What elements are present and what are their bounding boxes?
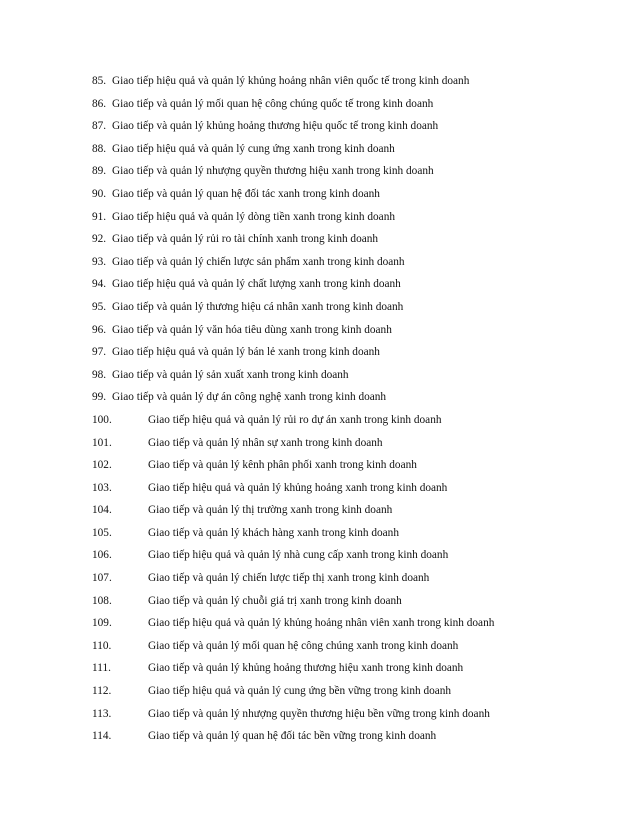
item-number: 107. <box>92 572 112 585</box>
list-item <box>92 73 612 96</box>
item-number: 92. <box>92 233 107 246</box>
list-item <box>92 728 612 751</box>
list-item <box>92 638 612 661</box>
list-item <box>92 186 612 209</box>
item-text: Giao tiếp và quản lý khủng hoảng thương hiệu quốc tế trong kinh doanh <box>112 120 439 133</box>
item-text: Giao tiếp và quản lý kênh phân phối xanh trong kinh doanh <box>148 459 417 472</box>
list-item <box>92 344 612 367</box>
list-item <box>92 660 612 683</box>
item-number: 96. <box>92 323 107 336</box>
item-text: Giao tiếp hiệu quả và quản lý bán lẻ xanh trong kinh doanh <box>112 346 380 359</box>
list-item <box>92 389 612 412</box>
list-item <box>92 457 612 480</box>
item-number: 90. <box>92 187 107 200</box>
item-number: 109. <box>92 617 112 630</box>
item-number: 89. <box>92 165 107 178</box>
item-text: Giao tiếp và quản lý rủi ro tài chính xanh trong kinh doanh <box>112 233 379 246</box>
list-item <box>92 570 612 593</box>
item-text: Giao tiếp và quản lý nhượng quyền thương hiệu bền vững trong kinh doanh <box>148 707 490 720</box>
item-text: Giao tiếp hiệu quả và quản lý chất lượng xanh trong kinh doanh <box>112 278 401 291</box>
item-text: Giao tiếp và quản lý chuỗi giá trị xanh trong kinh doanh <box>148 594 402 607</box>
list-item <box>92 615 612 638</box>
topic-list <box>92 73 612 751</box>
item-number: 101. <box>92 436 112 449</box>
list-item <box>92 276 612 299</box>
item-text: Giao tiếp và quản lý nhân sự xanh trong kinh doanh <box>148 436 383 449</box>
list-item <box>92 163 612 186</box>
item-text: Giao tiếp và quản lý nhượng quyền thương hiệu xanh trong kinh doanh <box>112 165 434 178</box>
item-text: Giao tiếp hiệu quả và quản lý dòng tiền xanh trong kinh doanh <box>112 210 395 223</box>
item-number: 102. <box>92 459 112 472</box>
list-item <box>92 322 612 345</box>
item-number: 114. <box>92 730 112 743</box>
list-item <box>92 299 612 322</box>
list-item <box>92 96 612 119</box>
list-item <box>92 547 612 570</box>
item-number: 99. <box>92 391 107 404</box>
item-text: Giao tiếp hiệu quả và quản lý khủng hoảng nhân viên xanh trong kinh doanh <box>148 617 495 630</box>
list-item <box>92 412 612 435</box>
item-text: Giao tiếp hiệu quả và quản lý khủng hoảng xanh trong kinh doanh <box>148 481 448 494</box>
item-text: Giao tiếp hiệu quả và quản lý cung ứng bền vững trong kinh doanh <box>148 685 452 698</box>
item-number: 85. <box>92 75 107 87</box>
item-number: 87. <box>92 120 107 133</box>
item-number: 108. <box>92 594 112 607</box>
list-item <box>92 525 612 548</box>
list-item <box>92 683 612 706</box>
list-item <box>92 480 612 503</box>
item-number: 112. <box>92 685 112 698</box>
item-number: 111. <box>92 662 111 675</box>
item-text: Giao tiếp và quản lý thị trường xanh trong kinh doanh <box>148 504 393 517</box>
item-text: Giao tiếp và quản lý mối quan hệ công chúng quốc tế trong kinh doanh <box>112 97 434 110</box>
item-text: Giao tiếp và quản lý sản xuất xanh trong kinh doanh <box>112 368 349 381</box>
list-item <box>92 706 612 729</box>
item-text: Giao tiếp và quản lý quan hệ đối tác bền vững trong kinh doanh <box>148 730 437 743</box>
item-text: Giao tiếp hiệu quả và quản lý rủi ro dự án xanh trong kinh doanh <box>148 413 442 426</box>
list-item <box>92 254 612 277</box>
item-text: Giao tiếp và quản lý khủng hoảng thương hiệu xanh trong kinh doanh <box>148 662 464 675</box>
item-text: Giao tiếp và quản lý thương hiệu cá nhân xanh trong kinh doanh <box>112 300 404 313</box>
item-text: Giao tiếp và quản lý mối quan hệ công chúng xanh trong kinh doanh <box>148 639 459 652</box>
item-number: 94. <box>92 278 107 291</box>
item-number: 95. <box>92 300 107 313</box>
item-text: Giao tiếp và quản lý dự án công nghệ xanh trong kinh doanh <box>112 391 387 404</box>
item-number: 86. <box>92 97 107 110</box>
list-item <box>92 367 612 390</box>
item-number: 106. <box>92 549 112 562</box>
item-text: Giao tiếp và quản lý khách hàng xanh trong kinh doanh <box>148 526 399 539</box>
item-text: Giao tiếp và quản lý quan hệ đối tác xanh trong kinh doanh <box>112 187 380 200</box>
item-number: 88. <box>92 142 107 155</box>
item-text: Giao tiếp và quản lý chiến lược sản phẩm xanh trong kinh doanh <box>112 255 405 268</box>
list-item <box>92 118 612 141</box>
item-text: Giao tiếp và quản lý chiến lược tiếp thị xanh trong kinh doanh <box>148 572 430 585</box>
item-text: Giao tiếp hiệu quả và quản lý cung ứng xanh trong kinh doanh <box>112 142 395 155</box>
list-item <box>92 435 612 458</box>
list-item <box>92 209 612 232</box>
item-number: 100. <box>92 413 112 426</box>
item-number: 105. <box>92 526 112 539</box>
item-number: 104. <box>92 504 112 517</box>
item-text: Giao tiếp hiệu quả và quản lý nhà cung cấp xanh trong kinh doanh <box>148 549 449 562</box>
item-number: 103. <box>92 481 112 494</box>
item-number: 113. <box>92 707 112 720</box>
item-number: 97. <box>92 346 107 359</box>
item-text: Giao tiếp hiệu quả và quản lý khủng hoảng nhân viên quốc tế trong kinh doanh <box>112 75 470 87</box>
item-text: Giao tiếp và quản lý văn hóa tiêu dùng xanh trong kinh doanh <box>112 323 392 336</box>
item-number: 93. <box>92 255 107 268</box>
list-item <box>92 231 612 254</box>
list-item <box>92 502 612 525</box>
item-number: 110. <box>92 639 112 652</box>
item-number: 91. <box>92 210 107 223</box>
item-number: 98. <box>92 368 107 381</box>
list-item <box>92 141 612 164</box>
list-item <box>92 593 612 616</box>
